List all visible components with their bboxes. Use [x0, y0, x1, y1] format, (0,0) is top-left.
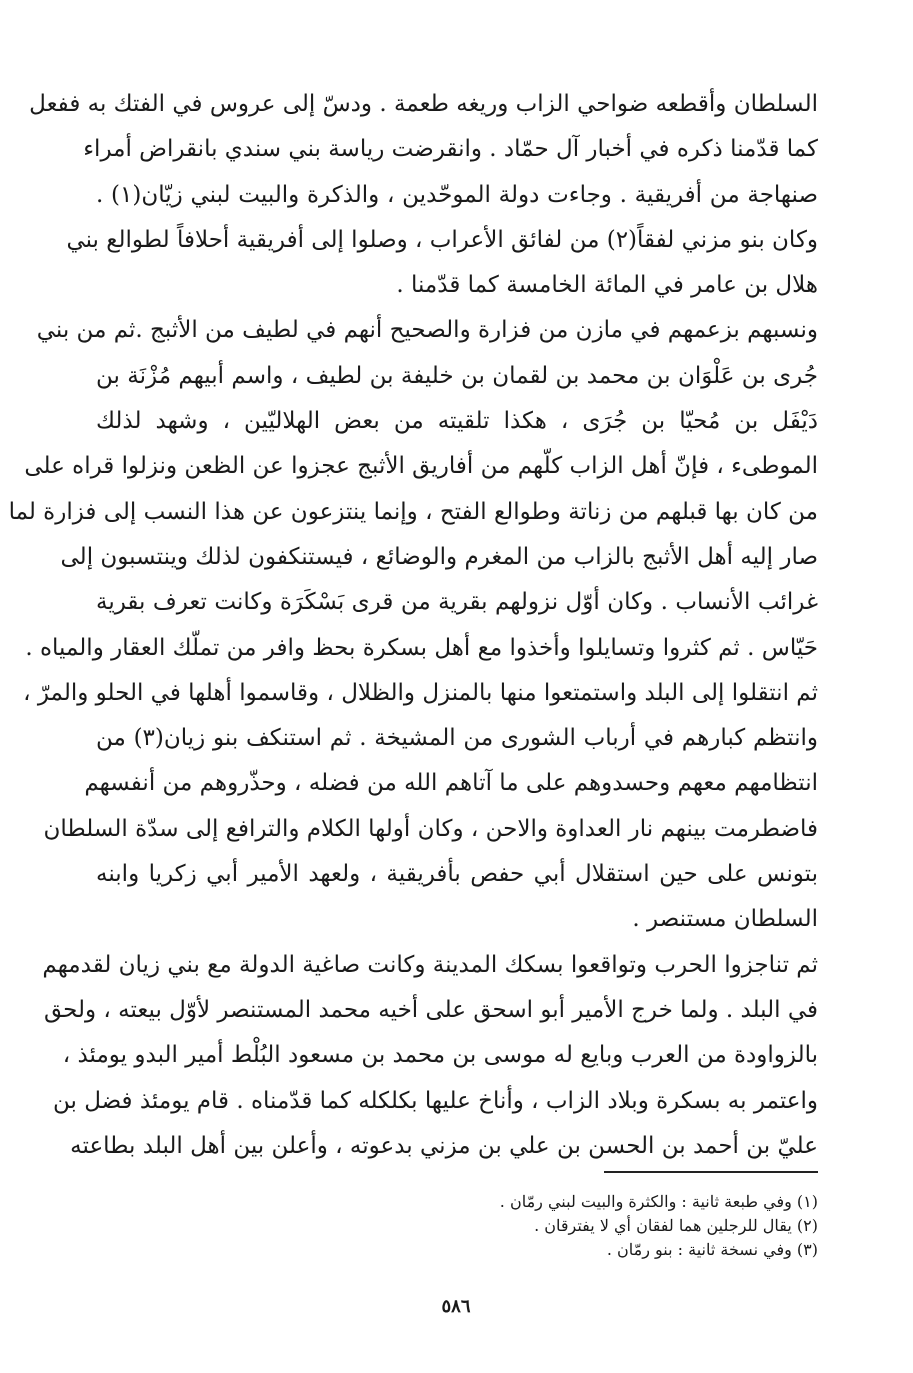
- text-line: السلطان وأقطعه ضواحي الزاب وريغه طعمة . ودسّ إلى عروس في الفتك به ففعل: [29, 91, 818, 117]
- text-line: صنهاجة من أفريقية . وجاءت دولة الموحّدين ، والذكرة والبيت لبني زيّان(١) .: [96, 181, 818, 208]
- text-line: الموطىء ، فإنّ أهل الزاب كلّهم من أفاريق الأثبج عجزوا عن الظعن ونزلوا قراه على: [24, 453, 818, 480]
- footnote-1: (١) وفي طبعة ثانية : والكثرة والبيت لبني رمّان .: [499, 1192, 818, 1211]
- paragraph-2: [8, 308, 818, 942]
- footnote-3: (٣) وفي نسخة ثانية : بنو رمّان .: [606, 1240, 818, 1259]
- footnote-separator: [604, 1171, 818, 1173]
- footnotes: [300, 1190, 818, 1262]
- text-line: كما قدّمنا ذكره في أخبار آل حمّاد . وانقرضت رياسة بني سندي بانقراض أمراء: [83, 136, 818, 163]
- text-line: بتونس على حين استقلال أبي حفص بأفريقية ، ولعهد الأمير أبي زكريا وابنه: [96, 861, 818, 888]
- text-line: في البلد . ولما خرج الأمير أبو اسحق على أخيه محمد المستنصر لأوّل بيعته ، ولحق: [43, 996, 818, 1023]
- text-line: انتظامهم معهم وحسدوهم على ما آتاهم الله من فضله ، وحذّروهم من أنفسهم: [84, 770, 818, 797]
- text-line: وانتظم كبارهم في أرباب الشورى من المشيخة . ثم استنكف بنو زيان(٣) من: [96, 725, 818, 752]
- text-line: فاضطرمت بينهم نار العداوة والاحن ، وكان أولها الكلام والترافع إلى سدّة السلطان: [43, 815, 818, 842]
- text-line: ونسبهم بزعمهم في مازن من فزارة والصحيح أنهم في لطيف من الأثبج .ثم من بني: [36, 317, 818, 344]
- text-line: السلطان مستنصر .: [632, 906, 818, 933]
- text-line: واعتمر به بسكرة وبلاد الزاب ، وأناخ عليها بكلكله كما قدّمناه . قام يومئذ فضل بن: [52, 1087, 818, 1114]
- text-line: وكان بنو مزني لفقاً(٢) من لفائق الأعراب ، وصلوا إلى أفريقية أحلافاً لطوالع بني: [66, 226, 818, 253]
- text-line: عليّ بن أحمد بن الحسن بن علي بن مزني بدعوته ، وأعلن بين أهل البلد بطاعته: [70, 1132, 818, 1159]
- text-line: غرائب الأنساب . وكان أوّل نزولهم بقرية من قرى بَسْكَرَة وكانت تعرف بقرية: [96, 589, 818, 616]
- text-line: جُرى بن عَلْوَان بن محمد بن لقمان بن خليفة بن لطيف ، واسم أبيهم مُزْنَة بن: [96, 362, 818, 389]
- text-line: ثم انتقلوا إلى البلد واستمتعوا منها بالمنزل والظلال ، وقاسموا أهلها في الحلو والمرّ ،: [23, 679, 818, 706]
- page-number: ٥٨٦: [441, 1296, 471, 1317]
- main-text: [8, 82, 818, 1169]
- footnote-2: (٢) يقال للرجلين هما لفقان أي لا يفترقان .: [534, 1216, 818, 1235]
- paragraph-3: [42, 943, 818, 1169]
- text-line: هلال بن عامر في المائة الخامسة كما قدّمنا .: [396, 272, 818, 299]
- text-line: بالزواودة من العرب وبايع له موسى بن محمد بن مسعود البُلْط أمير البدو يومئذ ،: [62, 1042, 818, 1069]
- text-line: من كان بها قبلهم من زناتة وطوالع الفتح ، وإنما ينتزعون عن هذا النسب إلى فزارة لما: [8, 498, 818, 525]
- text-line: ثم تناجزوا الحرب وتواقعوا بسكك المدينة وكانت صاغية الدولة مع بني زيان لقدمهم: [42, 951, 818, 978]
- text-line: دَيْفَل بن مُحيّا بن جُرَى ، هكذا تلقيته من بعض الهلاليّين ، وشهد لذلك: [96, 408, 818, 435]
- text-line: حَيّاس . ثم كثروا وتسايلوا وأخذوا مع أهل بسكرة بحظ وافر من تملّك العقار والمياه .: [25, 634, 818, 661]
- paragraph-1: [29, 82, 818, 308]
- text-line: صار إليه أهل الأثبج بالزاب من المغرم والوضائع ، فيستنكفون لذلك وينتسبون إلى: [60, 543, 818, 570]
